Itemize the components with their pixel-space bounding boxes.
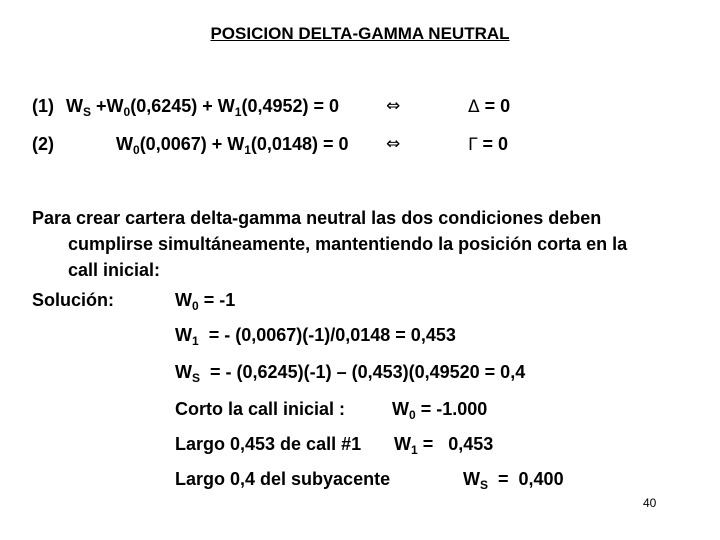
equation-1-number: (1) <box>32 96 54 116</box>
solution-line-6-label: Largo 0,4 del subyacente <box>175 469 391 489</box>
solution-line-1: $W_0 = -1$ <box>175 290 236 313</box>
solution-line-2: $W_1$ = - (0,0067)(-1)/0,0148 = 0,453 <box>175 325 456 348</box>
equation-1: $W_S +W_0(0,6245) + W_1(0,4952) = 0$ <box>66 96 340 119</box>
solution-line-5-value: $W_1 = 0,453$ <box>394 434 494 457</box>
iff-arrow-icon: ⇔ <box>386 134 401 154</box>
solution-line-4-value: $W_0 = -1.000$ <box>392 399 488 422</box>
iff-arrow-icon: ⇔ <box>386 96 401 116</box>
solution-label: Solución: <box>32 290 114 310</box>
equation-2: $W_0(0,0067) + W_1(0,0148) = 0$ <box>116 134 349 157</box>
equation-2-condition: Γ = 0 <box>468 134 509 155</box>
page-number: 40 <box>643 496 657 510</box>
solution-line-5-label: Largo 0,453 de call #1 <box>175 434 362 454</box>
page-title: POSICION DELTA-GAMMA NEUTRAL <box>210 24 510 43</box>
paragraph-line-2: cumplirse simultáneamente, mantentiendo la posición corta en la <box>68 234 628 254</box>
solution-line-6-value: $W_S = 0,400$ <box>463 469 564 492</box>
paragraph-line-3: call inicial: <box>68 260 161 280</box>
paragraph-line-1: Para crear cartera delta-gamma neutral las dos condiciones deben <box>32 208 602 228</box>
solution-line-3: $W_S$ = - (0,6245)(-1) – (0,453)(0,49520 = 0,4 <box>175 362 526 385</box>
solution-line-4-label: Corto la call inicial : <box>175 399 346 419</box>
equation-2-number: (2) <box>32 134 54 154</box>
equation-1-condition: Δ = 0 <box>468 96 511 117</box>
explanation-paragraph <box>32 205 692 283</box>
